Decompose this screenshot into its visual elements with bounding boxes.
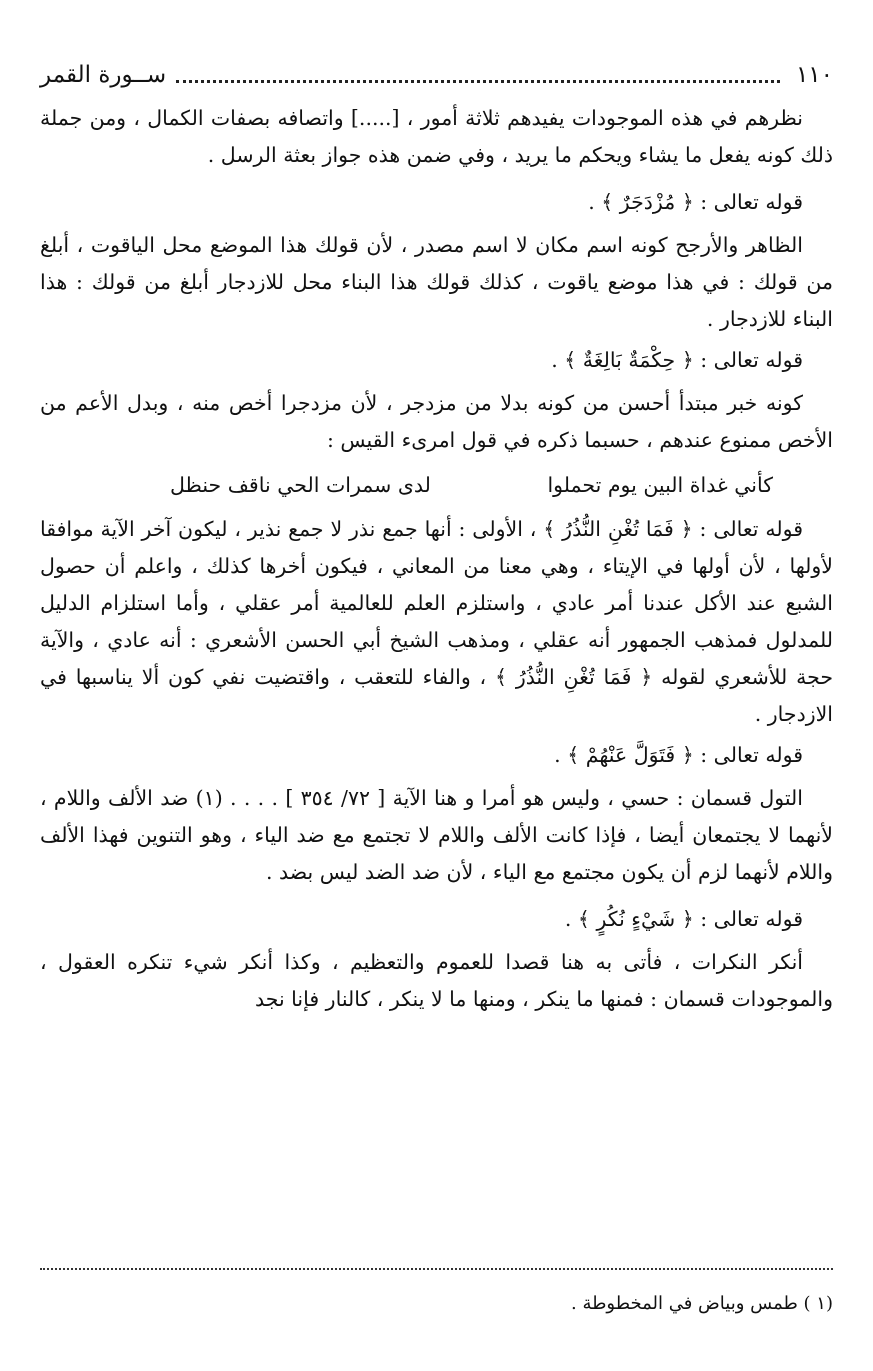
paragraph: كونه خبر مبتدأ أحسن من كونه بدلا من مزدجر ، لأن مزدجرا أخص منه ، وبدل الأعم من الأخص ممنوع عندهم ، حسبما ذكره في قول امرىء القيس : xyxy=(40,391,833,452)
poem-hemistich-first: كأني غداة البين يوم تحملوا xyxy=(547,473,773,497)
paragraph: قوله تعالى : ﴿ فَمَا تُغْنِ النُّذُرُ ﴾ ، الأولى : أنها جمع نذر لا جمع نذير ، ليكون آخر الآية موافقا لأولها ، لأن أولها في الإيتاء ، وهي معنا من المعاني ، فيكون أخرها كذلك ، واعلم أن حصول الشبع عند الأكل عندنا أمر عادي ، واستلزم العلم للعالمية أمر عقلي ، وأما استلزام الدليل للمدلول فمذهب الجمهور أنه عقلي ، ومذهب الشيخ أبي الحسن الأشعري : أنه عادي ، والآية حجة للأشعري لقوله ﴿ فَمَا تُغْنِ النُّذُرُ ﴾ ، والفاء للتعقب ، واقتضيت نفي كون ألا يناسبها في الازدجار . xyxy=(40,517,833,726)
footnote-separator xyxy=(40,1268,833,1270)
header-dotted-rule xyxy=(176,68,780,83)
verse-heading: قوله تعالى : ﴿ شَيْءٍ نُكُرٍ ﴾ . xyxy=(564,907,803,931)
page-header xyxy=(40,58,833,92)
paragraph: التول قسمان : حسي ، وليس هو أمرا و هنا الآية [ ٧٢/ ٣٥٤ ] . . . . (١) ضد الألف واللام ، لأنهما لا يجتمعان أيضا ، فإذا كانت الألف واللام لا تجتمع مع ضد الياء ، وهو التنوين فهذا الألف واللام لأنهما لزم أن يكون مجتمع مع الياء ، لأن ضد الضد ليس بضد . xyxy=(40,786,833,884)
footnote: (١ ) طمس وبياض في المخطوطة . xyxy=(571,1293,833,1314)
verse-heading: قوله تعالى : ﴿ فَتَوَلَّ عَنْهُمْ ﴾ . xyxy=(554,743,803,767)
poem-verse xyxy=(40,465,833,505)
page-body xyxy=(40,100,833,1018)
poem-hemistich-second: لدى سمرات الحي ناقف حنظل xyxy=(170,473,431,497)
surah-title: ســورة القمر xyxy=(40,62,167,88)
paragraph: أنكر النكرات ، فأتى به هنا قصدا للعموم والتعظيم ، وكذا أنكر شيء تنكره العقول ، والموجودات قسمان : فمنها ما ينكر ، ومنها ما لا ينكر ، كالنار فإنا نجد xyxy=(40,950,833,1011)
paragraph: نظرهم في هذه الموجودات يفيدهم ثلاثة أمور ، [.....] واتصافه بصفات الكمال ، ومن جملة ذلك كونه يفعل ما يشاء ويحكم ما يريد ، وفي ضمن هذه جواز بعثة الرسل . xyxy=(40,106,833,167)
verse-heading: قوله تعالى : ﴿ حِكْمَةٌ بَالِغَةٌ ﴾ . xyxy=(551,348,803,372)
paragraph: الظاهر والأرجح كونه اسم مكان لا اسم مصدر ، لأن قولك هذا الموضع محل الياقوت ، أبلغ من قولك : في هذا موضع ياقوت ، كذلك قولك هذا البناء محل للازدجار أبلغ من قولك : هذا البناء للازدجار . xyxy=(40,233,833,331)
page-number: ١١٠ xyxy=(795,62,833,88)
verse-heading: قوله تعالى : ﴿ مُزْدَجَرٌ ﴾ . xyxy=(588,190,803,214)
page xyxy=(40,58,833,1018)
